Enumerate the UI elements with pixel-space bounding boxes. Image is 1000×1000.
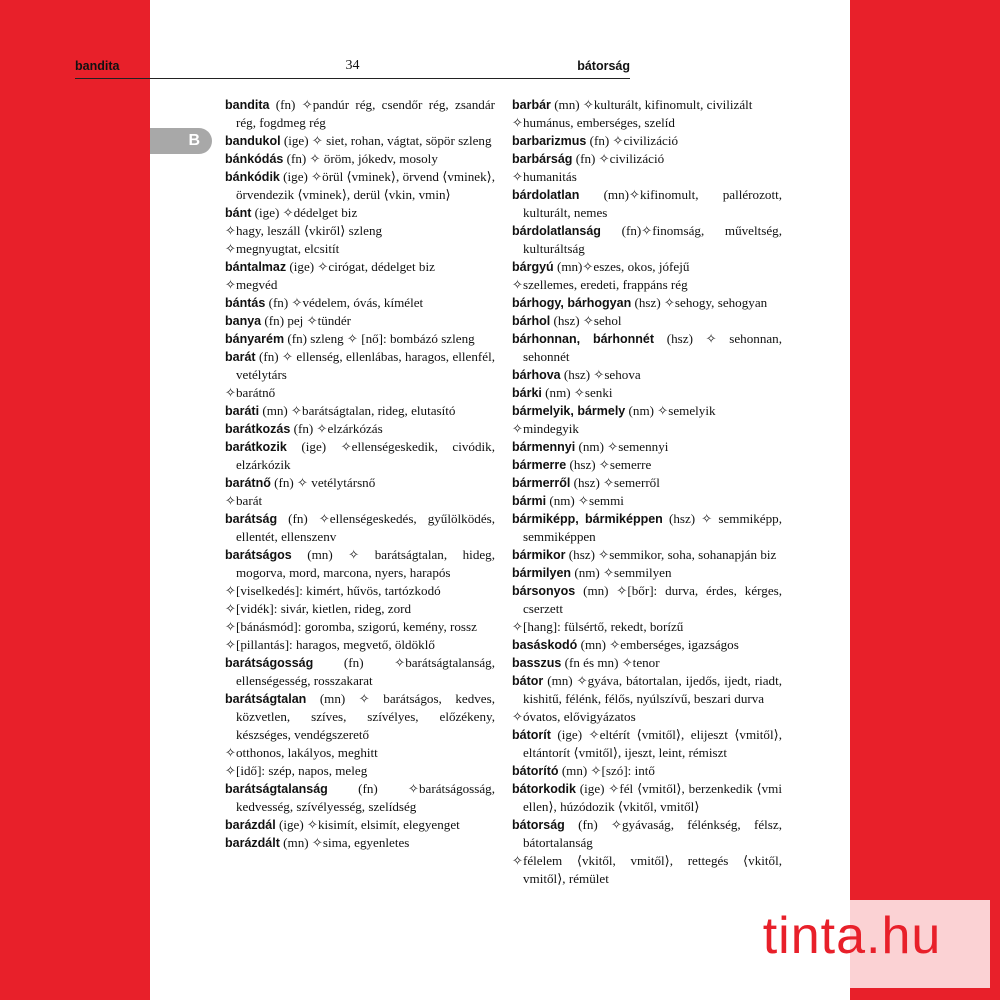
headword: barbarizmus [512,134,587,148]
entry-body: (fn) pej ✧tündér [264,313,352,328]
headword: bátorság [512,818,565,832]
entry-body: (fn) ✧civilizáció [589,133,679,148]
headword: bátorkodik [512,782,576,796]
dictionary-entry [225,168,495,204]
entry-body: (hsz) ✧semerről [573,475,660,490]
headword: bármilyen [512,566,572,580]
headword: bányarém [225,332,285,346]
headword: barát [225,350,256,364]
entry-body: (ige) ✧ siet, rohan, vágtat, söpör szleng [283,133,492,148]
entry-body: (fn) ✧ellenségeskedés, gyűlölködés, ellentét, ellenszenv [236,511,496,544]
headword: basáskodó [512,638,578,652]
dictionary-entry [512,510,782,546]
entry-body: ✧félelem ⟨vkitől, vmitől⟩, rettegés ⟨vkitől, vmitől⟩, rémület [512,853,782,886]
headword: bárhonnan, bárhonnét [512,332,655,346]
dictionary-entry [225,204,495,222]
dictionary-entry [512,312,782,330]
entry-body: (fn) ✧elzárkózás [293,421,383,436]
dictionary-entry [225,312,495,330]
headword: bárdolatlanság [512,224,601,238]
entry-body: ✧szellemes, eredeti, frappáns rég [512,277,688,292]
headword: barbárság [512,152,573,166]
entry-body: (ige) ✧cirógat, dédelget biz [289,259,435,274]
entry-body: (ige) ✧fél ⟨vmitől⟩, berzenkedik ⟨vmi ellen⟩, húzódozik ⟨vkitől, vmitől⟩ [523,781,782,814]
dictionary-entry [512,672,782,708]
headword: banya [225,314,262,328]
dictionary-entry [225,780,495,816]
dictionary-entry [512,114,782,132]
dictionary-entry [225,690,495,744]
dictionary-entry [512,330,782,366]
dictionary-entry [512,222,782,258]
dictionary-entry [225,744,495,762]
entry-body: ✧[pillantás]: haragos, megvető, öldöklő [225,637,435,652]
headword: bandukol [225,134,281,148]
headword: baráti [225,404,260,418]
dictionary-entry [512,474,782,492]
dictionary-entry [225,240,495,258]
entry-body: ✧[vidék]: sivár, kietlen, rideg, zord [225,601,412,616]
entry-body: ✧humánus, emberséges, szelíd [512,115,675,130]
entry-body: (nm) ✧semennyi [578,439,669,454]
entry-body: (mn) ✧sima, egyenletes [283,835,410,850]
dictionary-entry [512,258,782,276]
entry-body: (nm) ✧semmilyen [574,565,672,580]
headword: bársonyos [512,584,576,598]
entry-body: (fn) ✧ öröm, jókedv, mosoly [286,151,438,166]
dictionary-entry [225,420,495,438]
entry-body: (nm) ✧semmi [549,493,624,508]
headword: barátságosság [225,656,314,670]
dictionary-entry [512,654,782,672]
page-header [75,59,630,79]
entry-body: (hsz) ✧ semmiképp, semmiképpen [523,511,782,544]
dictionary-entry [512,762,782,780]
dictionary-entry [225,582,495,600]
entry-body: ✧barátnő [225,385,276,400]
entry-body: ✧óvatos, elővigyázatos [512,709,636,724]
dictionary-entry [225,510,495,546]
entry-body: (hsz) ✧sehova [563,367,641,382]
entry-body: (fn) ✧barátságtalanság, ellenségesség, rosszakarat [236,655,495,688]
entry-body: ✧[idő]: szép, napos, meleg [225,763,368,778]
entry-body: (fn és mn) ✧tenor [564,655,660,670]
entry-body: (ige) ✧dédelget biz [254,205,358,220]
headword: barátkozás [225,422,291,436]
entry-body: (fn) ✧barátságosság, kedvesség, szívélyesség, szelídség [236,781,495,814]
entry-body: ✧otthonos, lakályos, meghitt [225,745,378,760]
entry-body: (ige) ✧ellenségeskedik, civódik, elzárkózik [236,439,495,472]
entry-body: (hsz) ✧sehogy, sehogyan [634,295,768,310]
right-column [512,96,782,888]
headword: bárgyú [512,260,554,274]
headword: bárhova [512,368,561,382]
headword: bandita [225,98,270,112]
headword: bánt [225,206,252,220]
entry-body: ✧hagy, leszáll ⟨vkiről⟩ szleng [225,223,383,238]
entry-body: ✧[viselkedés]: kimért, hűvös, tartózkodó [225,583,441,598]
entry-body: (mn) ✧ barátságtalan, hideg, mogorva, mord, marcona, nyers, harapós [236,547,495,580]
dictionary-entry [225,636,495,654]
entry-body: ✧megnyugtat, elcsitít [225,241,340,256]
entry-body: (ige) ✧örül ⟨vminek⟩, örvend ⟨vminek⟩, örvendezik ⟨vminek⟩, derül ⟨vkin, vmin⟩ [236,169,495,202]
header-right-guideword: bátorság [577,59,630,73]
entry-body: ✧mindegyik [512,421,579,436]
headword: bántás [225,296,266,310]
headword: bármiképp, bármiképpen [512,512,663,526]
dictionary-entry [512,564,782,582]
dictionary-entry [225,492,495,510]
entry-body: (nm) ✧semelyik [628,403,716,418]
letter-tab: B [150,128,212,154]
dictionary-entry [512,852,782,888]
dictionary-entry [512,132,782,150]
headword: barátságos [225,548,292,562]
dictionary-entry [225,348,495,384]
dictionary-entry [225,330,495,348]
entry-body: (mn) ✧ barátságos, kedves, közvetlen, szíves, szívélyes, előzékeny, készséges, vendégszerető [236,691,495,742]
page-number: 34 [345,58,360,73]
headword: bántalmaz [225,260,287,274]
dictionary-entry [225,618,495,636]
entry-body: (mn) ✧[szó]: intő [561,763,655,778]
dictionary-entry [512,366,782,384]
dictionary-entry [225,384,495,402]
entry-body: (fn) szleng ✧ [nő]: bombázó szleng [287,331,475,346]
entry-body: (mn) ✧gyáva, bátortalan, ijedős, ijedt, riadt, kishitű, félénk, félős, nyúlszívű, beszari durva [523,673,782,706]
dictionary-entry [225,132,495,150]
headword: bárdolatlan [512,188,580,202]
entry-body: (fn) ✧védelem, óvás, kímélet [268,295,424,310]
header-left-guideword: bandita [75,59,120,73]
headword: bárki [512,386,542,400]
headword: barátságtalanság [225,782,328,796]
entry-body: (hsz) ✧sehol [553,313,622,328]
dictionary-entry [225,816,495,834]
dictionary-entry [512,780,782,816]
entry-body: (ige) ✧eltérít ⟨vmitől⟩, elijeszt ⟨vmitől⟩, eltántorít ⟨vmitől⟩, ijeszt, leint, rémiszt [523,727,783,760]
dictionary-entry [512,492,782,510]
dictionary-entry [512,618,782,636]
headword: barbár [512,98,551,112]
entry-body: (fn) ✧civilizáció [575,151,665,166]
headword: bátorító [512,764,559,778]
entry-body: (nm) ✧senki [545,385,613,400]
dictionary-entry [225,762,495,780]
dictionary-entry [225,402,495,420]
headword: barátnő [225,476,271,490]
entry-body: (hsz) ✧semmikor, soha, sohanapján biz [568,547,777,562]
headword: barátságtalan [225,692,307,706]
dictionary-entry [512,402,782,420]
dictionary-entry [512,420,782,438]
headword: barátság [225,512,278,526]
headword: basszus [512,656,562,670]
headword: bármi [512,494,547,508]
headword: bárhogy, bárhogyan [512,296,632,310]
entry-body: (mn) ✧emberséges, igazságos [580,637,739,652]
entry-body: (fn) ✧gyávaság, félénkség, félsz, bátortalanság [523,817,782,850]
dictionary-entry [512,384,782,402]
dictionary-entry [512,186,782,222]
dictionary-entry [512,708,782,726]
dictionary-entry [225,600,495,618]
entry-body: (hsz) ✧ sehonnan, sehonnét [523,331,782,364]
headword: bármelyik, bármely [512,404,626,418]
entry-body: (hsz) ✧semerre [569,457,652,472]
left-column [225,96,495,852]
dictionary-entry [512,546,782,564]
entry-body: (fn) ✧pandúr rég, csendőr rég, zsandár rég, fogdmeg rég [236,97,496,130]
headword: bármikor [512,548,566,562]
dictionary-entry [225,546,495,582]
headword: bánkódás [225,152,284,166]
entry-body: ✧barát [225,493,263,508]
entry-body: ✧humanitás [512,169,577,184]
entry-body: (fn) ✧ ellenség, ellenlábas, haragos, ellenfél, vetélytárs [236,349,495,382]
entry-body: (mn)✧eszes, okos, jófejű [556,259,690,274]
dictionary-entry [225,438,495,474]
entry-body: (mn)✧kifinomult, pallérozott, kulturált, nemes [523,187,782,220]
entry-body: (fn)✧finomság, műveltség, kulturáltság [523,223,782,256]
headword: barázdál [225,818,276,832]
dictionary-entry [225,222,495,240]
entry-body: (mn) ✧kulturált, kifinomult, civilizált [554,97,753,112]
dictionary-entry [225,258,495,276]
dictionary-entry [512,150,782,168]
dictionary-entry [225,276,495,294]
dictionary-entry [512,96,782,114]
dictionary-entry [225,834,495,852]
headword: bánkódik [225,170,280,184]
dictionary-entry [225,474,495,492]
dictionary-entry [512,294,782,312]
dictionary-entry [512,636,782,654]
dictionary-entry [225,150,495,168]
headword: bármerre [512,458,567,472]
dictionary-entry [512,168,782,186]
dictionary-entry [512,726,782,762]
entry-body: ✧megvéd [225,277,278,292]
dictionary-entry [225,654,495,690]
entry-body: (mn) ✧barátságtalan, rideg, elutasító [262,403,456,418]
entry-body: (ige) ✧kisimít, elsimít, elegyenget [279,817,460,832]
dictionary-entry [512,276,782,294]
entry-body: (mn) ✧[bőr]: durva, érdes, kérges, cserzett [523,583,782,616]
headword: bátor [512,674,544,688]
dictionary-entry [512,582,782,618]
dictionary-entry [512,438,782,456]
headword: bármerről [512,476,571,490]
headword: barátkozik [225,440,287,454]
entry-body: (fn) ✧ vetélytársnő [274,475,376,490]
entry-body: ✧[hang]: fülsértő, rekedt, borízű [512,619,684,634]
dictionary-entry [225,294,495,312]
headword: bármennyi [512,440,576,454]
logo-text: tinta.hu [762,907,942,965]
entry-body: ✧[bánásmód]: goromba, szigorú, kemény, rossz [225,619,477,634]
publisher-logo [714,900,990,988]
dictionary-entry [512,456,782,474]
dictionary-entry [512,816,782,852]
headword: bátorít [512,728,551,742]
headword: barázdált [225,836,280,850]
headword: bárhol [512,314,551,328]
dictionary-entry [225,96,495,132]
